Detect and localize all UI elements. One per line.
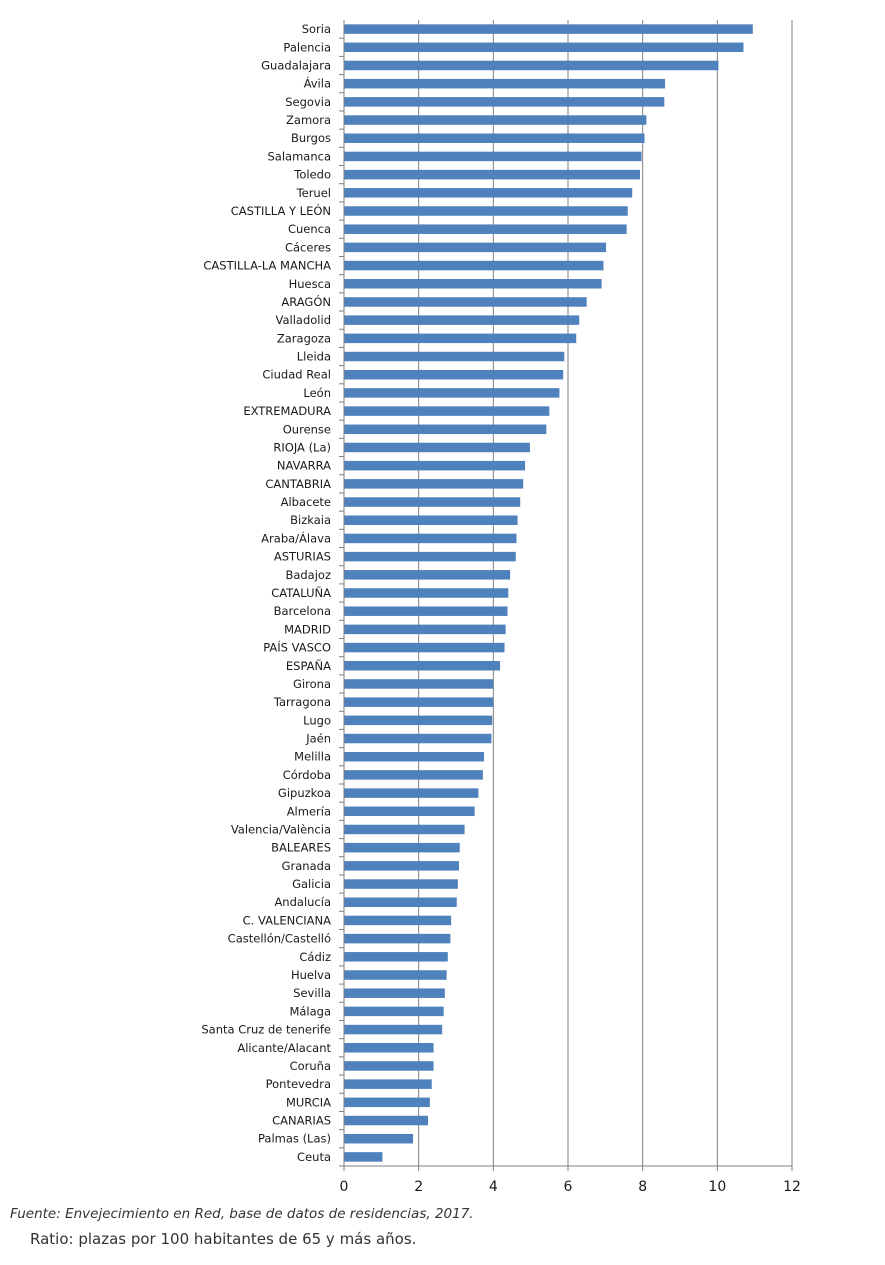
category-label: Teruel [296, 185, 331, 200]
category-label: Barcelona [273, 604, 331, 619]
category-label: MADRID [284, 622, 331, 637]
category-label: Palencia [283, 40, 331, 55]
bar [344, 1025, 442, 1035]
x-tick-label: 4 [488, 1179, 498, 1195]
bar [344, 770, 483, 780]
bar [344, 170, 640, 180]
bars [344, 24, 753, 1161]
bar [344, 552, 516, 562]
category-label: Galicia [292, 877, 331, 892]
category-label: Tarragona [273, 695, 331, 710]
category-label: NAVARRA [276, 458, 331, 473]
bar [344, 388, 559, 398]
x-tick-label: 6 [563, 1179, 573, 1195]
category-label: Zamora [286, 113, 331, 128]
category-label: Burgos [290, 131, 331, 146]
category-label: Toledo [294, 167, 331, 182]
bar [344, 752, 484, 762]
category-label: Cáceres [284, 240, 331, 255]
category-label: Córdoba [282, 767, 331, 782]
bar [344, 716, 492, 726]
category-label: Badajoz [285, 567, 331, 582]
bar [344, 297, 587, 307]
category-label: CASTILLA Y LEÓN [230, 204, 331, 218]
bar [344, 1152, 382, 1162]
category-label: Andalucía [274, 895, 331, 910]
bar [344, 79, 665, 89]
category-label: RIOJA (La) [273, 440, 331, 455]
bar [344, 515, 518, 525]
category-label: Santa Cruz de tenerife [201, 1022, 331, 1037]
bar [344, 133, 645, 143]
category-label: Soria [301, 22, 331, 37]
category-label: Ávila [303, 76, 331, 91]
bar [344, 334, 576, 344]
category-label: León [303, 385, 331, 400]
bar [344, 916, 451, 926]
category-label: CANARIAS [272, 1113, 331, 1128]
category-label: Araba/Álava [261, 531, 331, 546]
bar [344, 24, 753, 34]
category-label: ARAGÓN [281, 294, 331, 309]
bar [344, 897, 457, 907]
bar [344, 1007, 444, 1017]
category-label: Almería [286, 804, 331, 819]
x-tick-label: 2 [414, 1179, 424, 1195]
category-label: Ceuta [297, 1149, 331, 1164]
category-label: Valencia/València [230, 822, 331, 837]
category-label: Palmas (Las) [258, 1131, 331, 1146]
bar [344, 1134, 413, 1144]
bar [344, 1116, 428, 1126]
bar [344, 1043, 434, 1053]
bar [344, 606, 508, 616]
bar [344, 788, 478, 798]
x-tick-label: 10 [708, 1179, 727, 1195]
category-label: Albacete [280, 495, 331, 510]
category-label: Ciudad Real [262, 367, 331, 382]
bar [344, 1098, 430, 1108]
bar [344, 479, 523, 489]
category-labels [201, 22, 331, 1164]
bar [344, 443, 530, 453]
category-label: Gipuzkoa [277, 786, 331, 801]
category-label: Huesca [288, 276, 331, 291]
bar [344, 588, 508, 598]
bar [344, 243, 606, 253]
bar [344, 370, 563, 380]
bar [344, 1061, 434, 1071]
bar [344, 570, 510, 580]
category-label: MURCIA [285, 1095, 331, 1110]
category-label: EXTREMADURA [243, 404, 331, 419]
category-label: BALEARES [271, 840, 331, 855]
category-label: Segovia [285, 94, 331, 109]
bar [344, 43, 743, 53]
bar [344, 206, 628, 216]
bar [344, 279, 602, 289]
bar [344, 497, 520, 507]
category-label: Pontevedra [265, 1077, 331, 1092]
bar [344, 61, 718, 71]
category-label: CASTILLA-LA MANCHA [203, 258, 331, 273]
category-label: Valladolid [275, 313, 331, 328]
category-label: Granada [281, 858, 331, 873]
bar [344, 625, 506, 635]
category-label: Cádiz [299, 949, 331, 964]
category-label: Lleida [296, 349, 331, 364]
bar [344, 97, 664, 107]
category-label: Alicante/Alacant [237, 1040, 331, 1055]
category-label: Lugo [303, 713, 331, 728]
bar [344, 734, 491, 744]
bar [344, 1079, 432, 1089]
bar [344, 952, 448, 962]
category-label: Castellón/Castelló [227, 931, 331, 946]
x-tick-labels [340, 1179, 801, 1195]
bar [344, 661, 500, 671]
category-label: Guadalajara [261, 58, 331, 73]
category-label: Sevilla [293, 986, 331, 1001]
category-label: CATALUÑA [271, 586, 331, 600]
bar [344, 115, 646, 125]
x-tick-label: 0 [339, 1179, 349, 1195]
category-label: Zaragoza [276, 331, 331, 346]
bar [344, 188, 632, 198]
bar [344, 461, 525, 471]
x-tick-label: 12 [783, 1179, 801, 1195]
category-label: ESPAÑA [285, 658, 331, 673]
bar [344, 679, 493, 689]
category-label: Coruña [289, 1058, 331, 1073]
category-label: Málaga [289, 1004, 331, 1019]
bar [344, 261, 603, 271]
bar [344, 315, 579, 325]
category-label: Huelva [290, 968, 331, 982]
bar [344, 807, 475, 817]
category-label: C. VALENCIANA [242, 913, 331, 928]
bar [344, 970, 447, 980]
bar [344, 879, 458, 889]
bar [344, 697, 493, 707]
category-label: ASTURIAS [273, 549, 331, 564]
bar [344, 843, 460, 853]
bar [344, 352, 564, 362]
bar [344, 934, 450, 944]
category-label: Ourense [282, 422, 331, 437]
source-caption: Fuente: Envejecimiento en Red, base de datos de residencias, 2017. [10, 1206, 474, 1222]
category-label: PAÍS VASCO [263, 640, 331, 655]
bar [344, 643, 505, 653]
bar [344, 406, 549, 416]
category-label: Bizkaia [290, 513, 331, 528]
category-label: Cuenca [287, 222, 331, 237]
bar [344, 988, 445, 998]
category-label: Melilla [294, 749, 331, 764]
bar [344, 224, 627, 234]
category-label: Girona [293, 676, 331, 691]
bar [344, 425, 546, 435]
category-label: Jaén [306, 731, 331, 746]
bar [344, 861, 459, 871]
x-tick-label: 8 [638, 1179, 648, 1195]
ratio-note: Ratio: plazas por 100 habitantes de 65 y más años. [30, 1230, 417, 1248]
category-label: Salamanca [267, 149, 331, 164]
bar [344, 534, 516, 544]
bar [344, 152, 642, 162]
bar [344, 825, 465, 835]
category-label: CANTABRIA [265, 476, 331, 491]
